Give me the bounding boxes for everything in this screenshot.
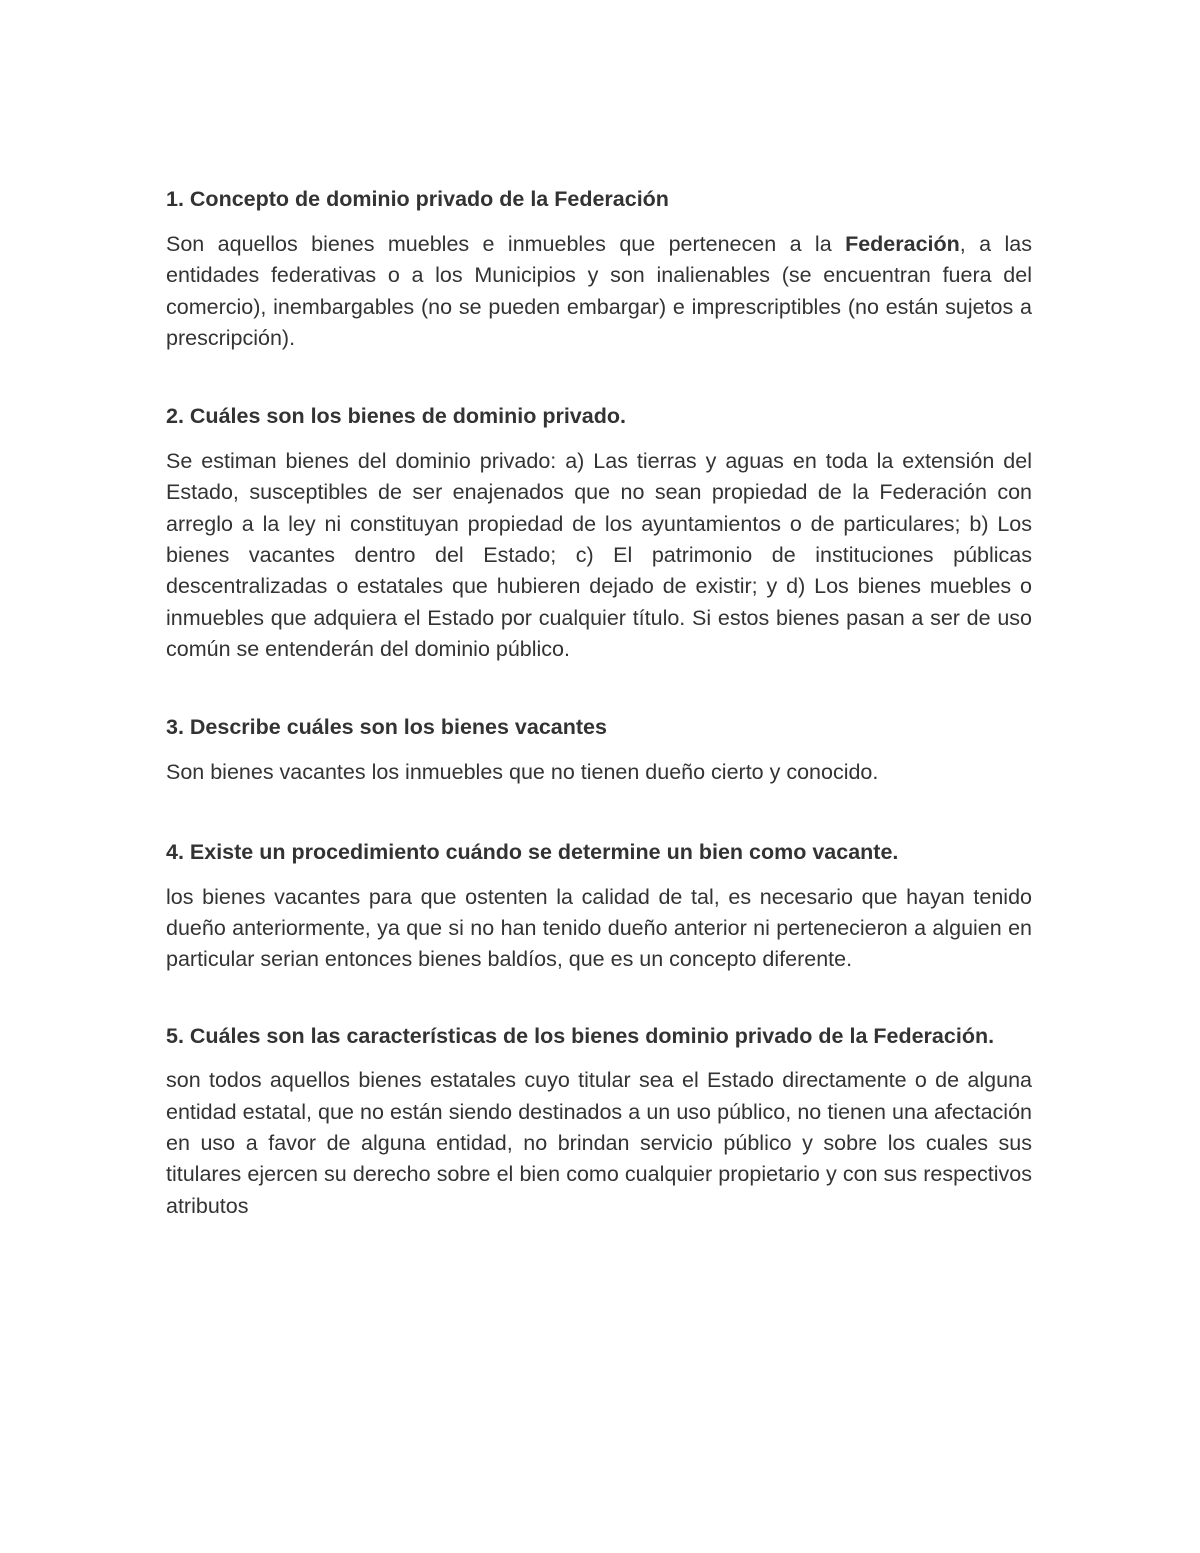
document-page xyxy=(166,184,1032,1222)
section-2-heading: 2. Cuáles son los bienes de dominio privado. xyxy=(166,404,626,429)
section-5-heading: 5. Cuáles son las características de los bienes dominio privado de la Federación. xyxy=(166,1024,995,1049)
section-1-body xyxy=(166,229,1032,354)
section-3-body: Son bienes vacantes los inmuebles que no tienen dueño cierto y conocido. xyxy=(166,760,879,785)
section-1-body-end: , a las entidades federativas o a los Municipios y son inalienables (se encuentran fuera del comercio), inembargables (no se pueden embargar) e imprescriptibles (no están sujetos a prescripción). xyxy=(166,232,1032,350)
section-1 xyxy=(166,184,1032,354)
section-5 xyxy=(166,1021,1032,1221)
section-1-body-bold: Federación xyxy=(845,232,960,256)
section-5-body: son todos aquellos bienes estatales cuyo titular sea el Estado directamente o de alguna entidad estatal, que no están siendo destinados a un uso público, no tienen una afectación en uso a favor de alguna entidad, no brindan servicio público y sobre los cuales sus titulares ejercen su derecho sobre el bien como cualquier propietario y con sus respectivos atributos xyxy=(166,1068,1032,1218)
section-2-body: Se estiman bienes del dominio privado: a) Las tierras y aguas en toda la extensión del Estado, susceptibles de ser enajenados que no sean propiedad de la Federación con arreglo a la ley ni constituyan propiedad de los ayuntamientos o de particulares; b) Los bienes vacantes dentro del Estado; c) El patrimonio de instituciones públicas descentralizadas o estatales que hubieren dejado de existir; y d) Los bienes muebles o inmuebles que adquiera el Estado por cualquier título. Si estos bienes pasan a ser de uso común se entenderán del dominio público. xyxy=(166,449,1032,661)
section-4 xyxy=(166,837,1032,976)
section-2 xyxy=(166,401,1032,665)
section-1-heading: 1. Concepto de dominio privado de la Federación xyxy=(166,187,669,211)
section-3 xyxy=(166,712,1032,788)
section-4-heading: 4. Existe un procedimiento cuándo se determine un bien como vacante. xyxy=(166,839,899,864)
section-3-heading: 3. Describe cuáles son los bienes vacantes xyxy=(166,715,607,740)
section-4-body: los bienes vacantes para que ostenten la calidad de tal, es necesario que hayan tenido dueño anteriormente, ya que si no han tenido dueño anterior ni pertenecieron a alguien en particular serian entonces bienes baldíos, que es un concepto diferente. xyxy=(166,884,1032,972)
section-1-body-start: Son aquellos bienes muebles e inmuebles que pertenecen a la xyxy=(166,232,846,256)
